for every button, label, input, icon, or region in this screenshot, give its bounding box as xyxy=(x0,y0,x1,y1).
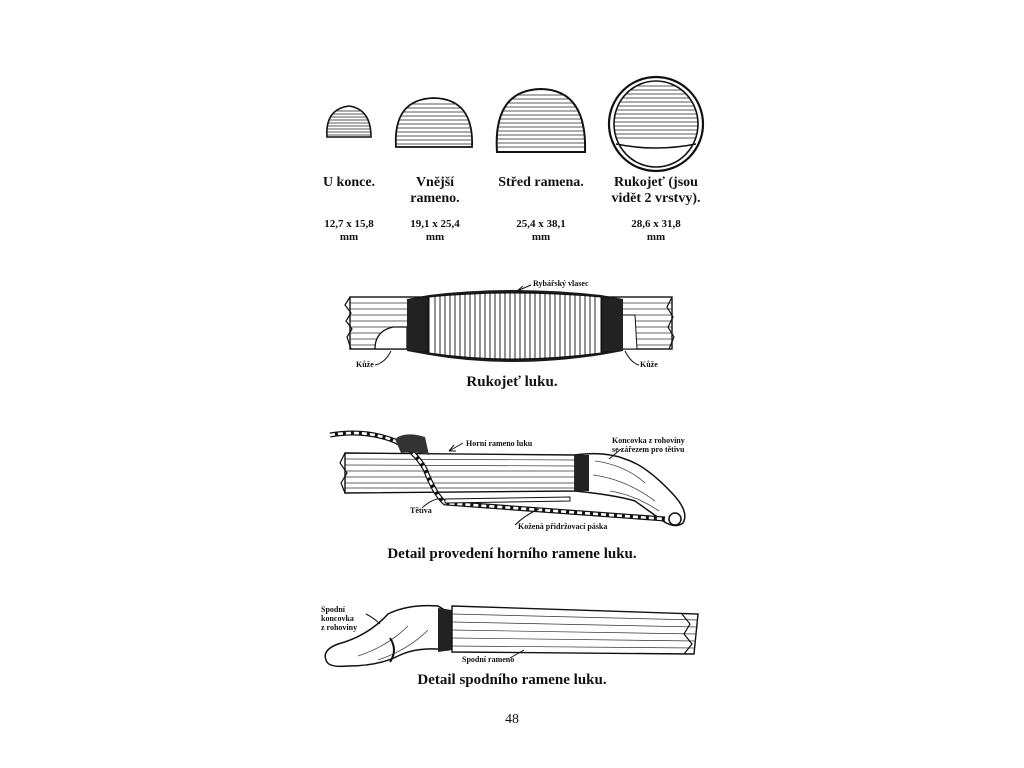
callout-leather-left: Kůže xyxy=(356,360,374,369)
section-label-grip: Rukojeť (jsou vidět 2 vrstvy). xyxy=(611,175,701,206)
callout-upper-limb: Horní rameno luku xyxy=(466,439,533,448)
callout-leather-right: Kůže xyxy=(640,360,658,369)
section-dims-tip: 12,7 x 15,8 mm xyxy=(324,218,374,243)
section-label-mid-limb: Střed ramena. xyxy=(498,175,584,190)
bow-grip-illustration xyxy=(345,285,675,370)
caption-upper-limb: Detail provedení horního ramene luku. xyxy=(387,546,637,562)
callout-fishing-line: Rybářský vlasec xyxy=(533,279,589,288)
section-dims-mid-limb: 25,4 x 38,1 mm xyxy=(516,218,566,243)
callout-lower-limb: Spodní rameno xyxy=(462,655,515,664)
caption-grip: Rukojeť luku. xyxy=(466,374,558,390)
caption-lower-limb: Detail spodního ramene luku. xyxy=(417,672,607,688)
section-label-outer-limb: Vnější rameno. xyxy=(410,175,460,206)
page-number: 48 xyxy=(505,712,519,727)
section-dims-grip: 28,6 x 31,8 mm xyxy=(631,218,681,243)
callout-bowstring: Tětiva xyxy=(410,506,432,515)
callout-horn-tip-lower: Spodní koncovka z rohoviny xyxy=(321,605,358,632)
section-dims-outer-limb: 19,1 x 25,4 mm xyxy=(410,218,460,243)
cross-section-grip-illustration xyxy=(606,74,706,174)
section-label-tip: U konce. xyxy=(322,175,376,190)
callout-leather-strap: Kožená přidržovací páska xyxy=(518,522,608,531)
cross-section-outer-limb-illustration xyxy=(393,95,475,150)
callout-horn-tip-upper: Koncovka z rohoviny se zářezem pro tětivu xyxy=(612,436,685,454)
cross-section-mid-limb-illustration xyxy=(493,86,589,156)
cross-section-tip-illustration xyxy=(325,103,373,139)
